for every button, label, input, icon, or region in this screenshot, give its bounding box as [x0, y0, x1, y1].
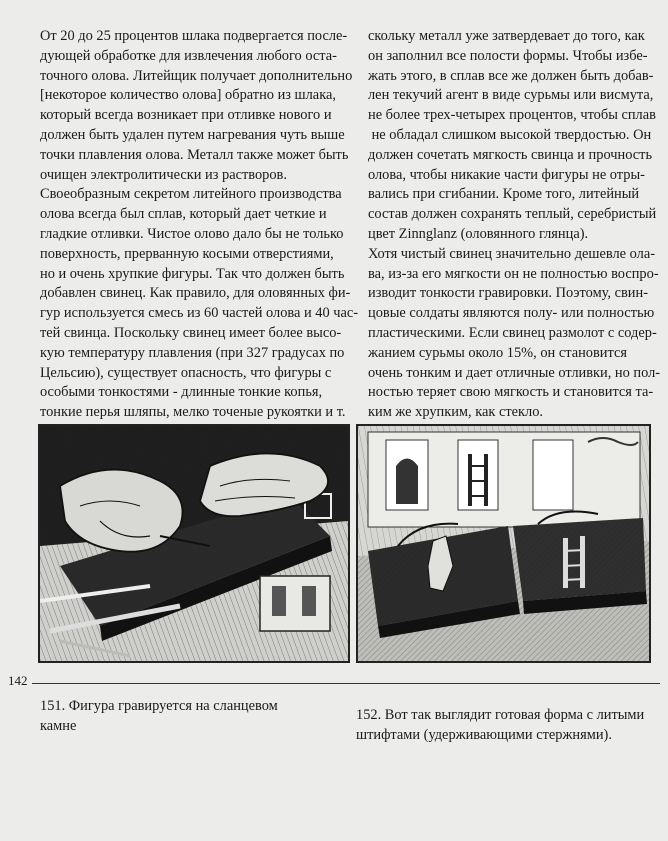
- text-line: лен текучий агент в виде сурьмы или висмута,: [368, 87, 654, 104]
- text-line: ва, из-за его мягкости он не полностью воспро-: [368, 265, 659, 282]
- text-line: [некоторое количество олова] обратно из шлака,: [40, 87, 336, 104]
- figure-caption-152: [356, 706, 644, 746]
- text-line: поверхность, прерванную косыми отверстиями,: [40, 245, 334, 262]
- caption-line: 152. Вот так выглядит готовая форма с литыми: [356, 707, 645, 723]
- text-line: должен сочетать мягкость свинца и прочность: [368, 146, 653, 163]
- text-line: не обладал слишком высокой твердостью. Он: [368, 126, 652, 143]
- text-line: жать этого, в сплав все же должен быть добав-: [368, 67, 654, 84]
- text-line: Цельсию), существует опасность, что фигуры с: [40, 364, 332, 381]
- text-line: который всегда возникает при отливке нового и: [40, 107, 332, 124]
- text-line: кую температуру плавления (при 327 градусах по: [40, 344, 345, 361]
- text-line: гладкие отливки. Чистое олово дало бы не только: [40, 225, 344, 242]
- text-line: ностью теряет свою мягкость и становится та-: [368, 384, 654, 401]
- text-line: вались при сгибании. Кроме того, литейный: [368, 186, 640, 203]
- text-line: цвет Zinnglanz (оловянного глянца).: [368, 225, 589, 242]
- text-line: изводит тонкости гравировки. Поэтому, свин-: [368, 285, 649, 302]
- text-line: скольку металл уже затвердевает до того, как: [368, 28, 645, 44]
- text-line: добавлен свинец. Как правило, для оловянных фи-: [40, 285, 351, 302]
- text-line: должен быть удален путем нагревания чуть выше: [40, 126, 345, 143]
- body-text-right-column: [368, 27, 661, 423]
- text-line: точки плавления олова. Металл также может быть: [40, 146, 349, 163]
- caption-line: 151. Фигура гравируется на сланцевом: [40, 698, 278, 714]
- page-divider-rule: [30, 683, 660, 684]
- illustration-finished-mould: [356, 424, 651, 663]
- text-line: особыми тонкостями - длинные тонкие копья,: [40, 384, 323, 401]
- text-line: но и очень хрупкие фигуры. Так что должен быть: [40, 265, 345, 282]
- text-line: Хотя чистый свинец значительно дешевле ола-: [368, 245, 656, 262]
- text-line: дующей обработке для извлечения любого оста-: [40, 47, 337, 64]
- body-text-left-column: [40, 27, 358, 443]
- text-line: пластическими. Если свинец размолот с содер-: [368, 324, 657, 341]
- illustration-engraving-on-slate: [38, 424, 350, 663]
- text-line: жанием сурьмы около 15%, он становится: [368, 344, 627, 361]
- text-line: тонкие перья шляпы, мелко точеные рукоятки и т.: [40, 404, 346, 421]
- text-line: олова, чтобы никакие части фигуры не отры-: [368, 166, 645, 183]
- text-line: цовые солдаты являются полу- или полностью: [368, 305, 655, 322]
- text-line: Своеобразным секретом литейного производства: [40, 186, 342, 203]
- text-line: не более трех-четырех процентов, чтобы сплав: [368, 107, 656, 124]
- figure-caption-151: [40, 697, 278, 737]
- text-line: очень тонким и дает отличные отливки, но пол-: [368, 364, 661, 381]
- caption-line: камне: [40, 717, 77, 734]
- text-line: тей свинца. Поскольку свинец имеет более высо-: [40, 324, 342, 341]
- engraving-drawing: [40, 426, 348, 661]
- text-line: он заполнил все полости формы. Чтобы избе-: [368, 47, 648, 64]
- text-line: точного олова. Литейщик получает дополнительно: [40, 67, 353, 84]
- text-line: состав должен сохранять теплый, серебристый: [368, 206, 657, 223]
- text-line: От 20 до 25 процентов шлака подвергается после-: [40, 28, 348, 44]
- page-number: 142: [8, 673, 32, 689]
- text-line: олова всегда был сплав, который дает четкие и: [40, 206, 327, 223]
- text-line: очищен электролитически из растворов.: [40, 166, 287, 183]
- caption-line: штифтами (удерживающими стержнями).: [356, 726, 612, 743]
- mould-drawing: [358, 426, 649, 661]
- text-line: гур используется смесь из 60 частей олова и 40 час-: [40, 305, 359, 322]
- text-line: ким же хрупким, как стекло.: [368, 404, 544, 421]
